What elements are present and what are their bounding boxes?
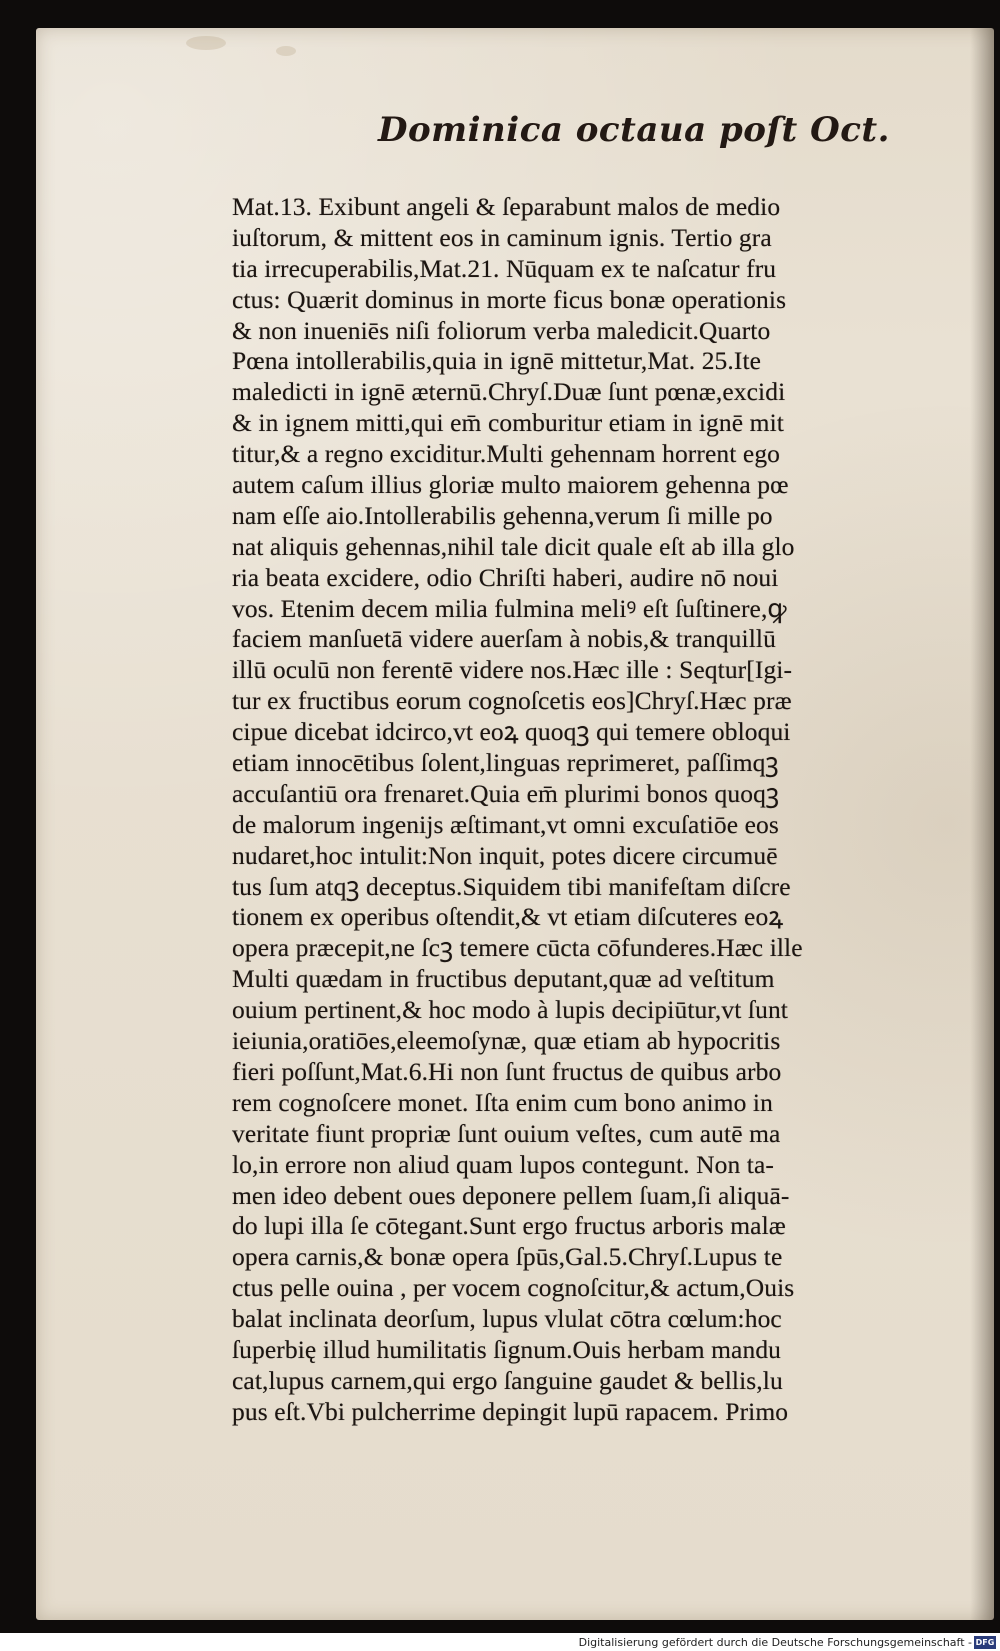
text-line: ctus pelle ouina , per vocem cognoſcitur,& actum,Ouis [232,1273,795,1303]
text-line: tur ex fructibus eorum cognoſcetis eos]Chryſ.Hæc præ [232,686,792,716]
text-line: & in ignem mitti,qui em̄ comburitur etiam in ignē mit [232,408,784,438]
text-line: pus eſt.Vbi pulcherrime depingit lupū rapacem. Primo [232,1396,789,1426]
text-line: cipue dicebat idcirco,vt eoꝝ quoqꝫ qui temere obloqui [232,717,791,747]
text-line: vos. Etenim decem milia fulmina meliꝰ eſt ſuſtinere,ꝙ [232,593,787,623]
text-line: lo,in errore non aliud quam lupos contegunt. Non ta- [232,1149,774,1179]
text-line: titur,& a regno exciditur.Multi gehennam horrent ego [232,439,781,469]
text-line: de malorum ingenijs æſtimant,vt omni excuſatiōe eos [232,809,779,839]
text-line: opera carnis,& bonæ opera ſpūs,Gal.5.Chryſ.Lupus te [232,1242,783,1272]
dfg-logo: DFG [975,1638,995,1647]
book-page [36,28,994,1620]
text-line: ſuperbię illud humilitatis ſignum.Ouis herbam mandu [232,1334,782,1364]
funding-credit: Digitalisierung gefördert durch die Deutsche Forschungsgemeinschaft - [578,1636,972,1649]
text-line: Multi quædam in fructibus deputant,quæ ad veſtitum [232,964,775,994]
text-line: rem cognoſcere monet. Iſta enim cum bono animo in [232,1087,773,1117]
text-line: opera præcepit,ne ſcꝫ temere cūcta cōfunderes.Hæc ille [232,933,803,963]
text-line: ieiunia,oratiōes,eleemoſynæ, quæ etiam ab hypocritis [232,1026,781,1056]
paper-stain [186,36,226,50]
text-line: tionem ex operibus oſtendit,& vt etiam diſcuteres eoꝝ [232,902,784,932]
text-line: Mat.13. Exibunt angeli & ſeparabunt malos de medio [232,192,781,221]
text-line: & non inueniēs niſi foliorum verba maledicit.Quarto [232,315,771,345]
text-line: veritate fiunt propriæ ſunt ouium veſtes, cum autē ma [232,1118,781,1148]
body-text [232,192,952,1428]
text-line: accuſantiū ora frenaret.Quia em̄ plurimi bonos quoqꝫ [232,778,780,808]
page-edge-shadow [970,28,994,1620]
running-head: Dominica octaua poſt Oct. [378,110,890,150]
text-line: nat aliquis gehennas,nihil tale dicit quale eſt ab illa glo [232,531,795,561]
text-line: tia irrecuperabilis,Mat.21. Nūquam ex te naſcatur fru [232,253,777,283]
text-line: men ideo debent oues deponere pellem ſuam,ſi aliquā- [232,1180,790,1210]
text-line: illū oculū non ferentē videre nos.Hæc ille : Seqtur[Igi- [232,655,793,685]
text-line: ouium pertinent,& hoc modo à lupis decipiūtur,vt ſunt [232,995,788,1025]
text-line: iuſtorum, & mittent eos in caminum ignis. Tertio gra [232,222,772,252]
text-line: autem caſum illius gloriæ multo maiorem gehenna pœ [232,470,789,500]
text-line: tus ſum atqꝫ deceptus.Siquidem tibi manifeſtam diſcre [232,871,791,901]
digitization-footer [0,1633,1000,1651]
text-line: fieri poſſunt,Mat.6.Hi non ſunt fructus de quibus arbo [232,1056,782,1086]
text-line: ria beata excidere, odio Chriſti haberi, audire nō noui [232,562,779,592]
text-line: Pœna intollerabilis,quia in ignē mittetur,Mat. 25.Ite [232,346,762,376]
text-line: ctus: Quærit dominus in morte ficus bonæ operationis [232,284,787,314]
text-line: maledicti in ignē æternū.Chryſ.Duæ ſunt pœnæ,excidi [232,377,786,407]
text-line: faciem manſuetā videre auerſam à nobis,& tranquillū [232,624,776,654]
text-line: do lupi illa ſe cōtegant.Sunt ergo fructus arboris malæ [232,1211,786,1241]
text-line: nam eſſe aio.Intollerabilis gehenna,verum ſi mille po [232,500,773,530]
text-line: balat inclinata deorſum, lupus vlulat cōtra cœlum:hoc [232,1304,782,1334]
text-line: etiam innocētibus ſolent,linguas reprimeret, paſſimqꝫ [232,748,779,778]
text-line: nudaret,hoc intulit:Non inquit, potes dicere circumuē [232,840,778,870]
text-line: cat,lupus carnem,qui ergo ſanguine gaudet & bellis,lu [232,1365,783,1395]
paper-stain [276,46,296,56]
